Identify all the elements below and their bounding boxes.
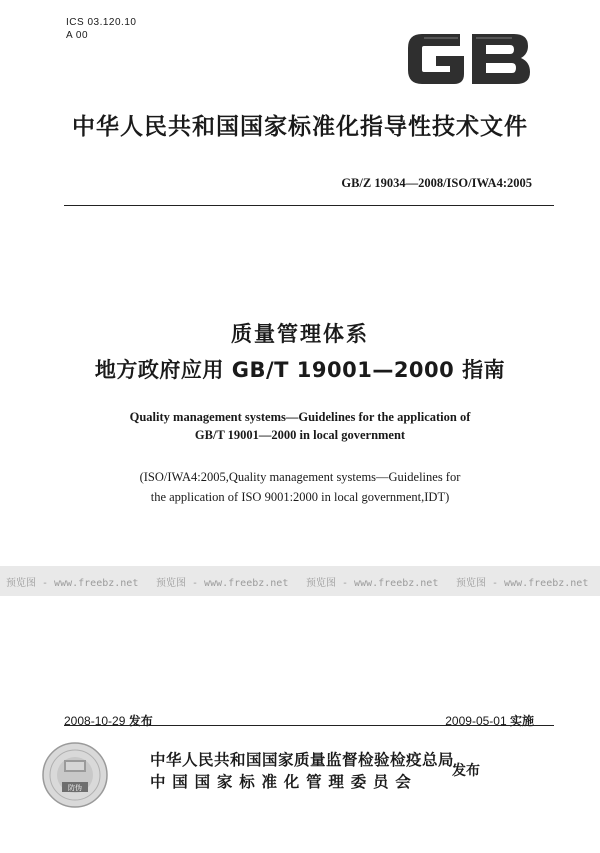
publish-label: 发布 <box>452 763 480 779</box>
ccs-code: A 00 <box>66 30 89 41</box>
watermark-text: 预览图 - www.freebz.net <box>306 578 439 589</box>
gb-logo-icon <box>402 24 534 92</box>
watermark-text: 预览图 - www.freebz.net <box>6 578 139 589</box>
implementation-date: 2009-05-01 <box>445 714 507 728</box>
implementation-label: 实施 <box>509 714 534 728</box>
bottom-divider <box>64 725 554 726</box>
top-divider <box>64 205 554 206</box>
issue-label: 发布 <box>128 714 153 728</box>
gb-logo <box>402 24 534 92</box>
chinese-title-line1: 质量管理体系 <box>231 322 369 346</box>
implementation-date-line <box>445 712 534 729</box>
classification-codes <box>66 16 136 42</box>
watermark-text: 预览图 - www.freebz.net <box>456 578 589 589</box>
ics-code: ICS 03.120.10 <box>66 17 137 28</box>
anti-counterfeit-seal <box>40 740 110 810</box>
watermark-band <box>0 566 600 596</box>
english-title-line1: Quality management systems—Guidelines for the application of <box>129 410 471 424</box>
english-title-line2: GB/T 19001—2000 in local government <box>194 428 406 442</box>
issue-date-line <box>64 712 153 729</box>
idt-note-line1: (ISO/IWA4:2005,Quality management systems—Guidelines for <box>139 470 461 484</box>
issue-date: 2008-10-29 <box>64 714 126 728</box>
standard-number: GB/Z 19034—2008/ISO/IWA4:2005 <box>341 176 532 190</box>
watermark-text: 预览图 - www.freebz.net <box>156 578 289 589</box>
publisher-line2: 中国国家标准化管理委员会 <box>150 773 418 791</box>
idt-note-line2: the application of ISO 9001:2000 in local government,IDT) <box>150 490 450 504</box>
chinese-title-line2: 地方政府应用 GB/T 19001—2000 指南 <box>94 358 506 382</box>
document-category-heading: 中华人民共和国国家标准化指导性技术文件 <box>72 114 528 140</box>
seal-icon <box>40 740 110 810</box>
publisher-line1: 中华人民共和国国家质量监督检验检疫总局 <box>150 751 455 769</box>
seal-text: 防伪 <box>68 784 82 792</box>
